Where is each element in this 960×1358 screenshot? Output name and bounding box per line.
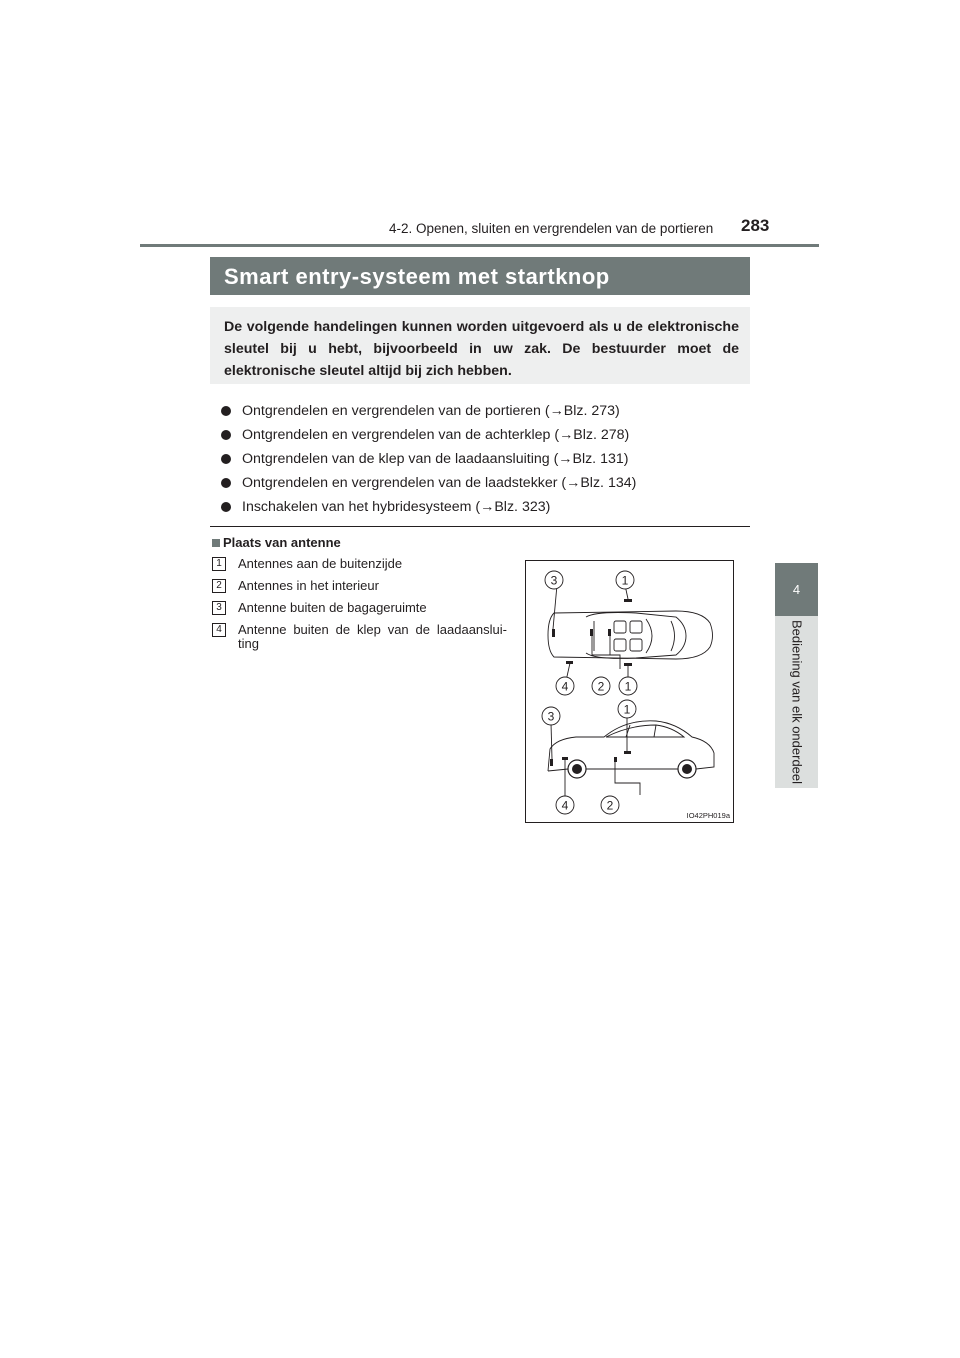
- svg-text:1: 1: [624, 679, 632, 694]
- chapter-tab[interactable]: [775, 563, 818, 616]
- svg-text:3: 3: [550, 573, 558, 588]
- car-top-view: [548, 611, 713, 659]
- callout-1: [618, 700, 636, 718]
- svg-text:4: 4: [561, 679, 569, 694]
- bullet-icon: [221, 454, 231, 464]
- list-item-text: Ontgrendelen en vergrendelen van de portieren (→Blz. 273): [242, 403, 620, 419]
- car-illustration: [526, 561, 733, 822]
- legend-item: [212, 623, 507, 651]
- callout-4: [556, 796, 574, 814]
- svg-text:4: 4: [561, 798, 569, 813]
- bullet-icon: [221, 430, 231, 440]
- legend-item: [212, 601, 507, 615]
- square-bullet-icon: [212, 539, 220, 547]
- list-item-text: Ontgrendelen en vergrendelen van de achterklep (→Blz. 278): [242, 427, 630, 443]
- legend-item: [212, 557, 507, 571]
- list-item: [220, 401, 636, 425]
- chapter-number: 4: [792, 582, 801, 597]
- list-item: [220, 473, 636, 497]
- svg-text:1: 1: [623, 702, 631, 717]
- list-item-text: Inschakelen van het hybridesysteem (→Blz. 323): [242, 499, 551, 515]
- header-rule: [140, 244, 819, 247]
- svg-text:1: 1: [621, 573, 629, 588]
- svg-text:2: 2: [597, 679, 605, 694]
- legend-item: [212, 579, 507, 593]
- legend-number: 3: [212, 601, 226, 615]
- feature-list: [220, 401, 636, 521]
- subsection-title: [212, 535, 341, 550]
- legend-number: 1: [212, 557, 226, 571]
- list-item: [220, 425, 636, 449]
- list-item: [220, 449, 636, 473]
- bullet-icon: [221, 502, 231, 512]
- legend-text: Antenne buiten de klep van de laadaanslui- ting: [238, 622, 507, 651]
- callout-3: [542, 707, 560, 725]
- bullet-icon: [221, 406, 231, 416]
- callout-2: [592, 677, 610, 695]
- list-item-text: Ontgrendelen en vergrendelen van de laadstekker (→Blz. 134): [242, 475, 637, 491]
- chapter-label: Bediening van elk onderdeel: [789, 619, 805, 785]
- section-divider: [210, 526, 750, 527]
- callout-1: [616, 571, 634, 589]
- antenna-diagram: [525, 560, 734, 823]
- intro-box: [210, 307, 750, 384]
- page-number: 283: [741, 216, 770, 235]
- callout-3: [545, 571, 563, 589]
- subsection-title-text: Plaats van antenne: [223, 535, 341, 550]
- list-item: [220, 497, 636, 521]
- bullet-icon: [221, 478, 231, 488]
- legend-number: 4: [212, 623, 226, 637]
- legend-number: 2: [212, 579, 226, 593]
- antenna-legend: [212, 557, 507, 659]
- figure-code: IO42PH019a: [686, 811, 730, 820]
- callout-1: [619, 677, 637, 695]
- legend-text: Antennes in het interieur: [238, 578, 379, 593]
- running-header: 4-2. Openen, sluiten en vergrendelen van de portieren: [389, 221, 714, 236]
- callout-2: [601, 796, 619, 814]
- section-title-bar: [210, 257, 750, 295]
- callout-4: [556, 677, 574, 695]
- page-title: Smart entry-systeem met startknop: [224, 264, 610, 289]
- intro-text: De volgende handelingen kunnen worden uitgevoerd als u de elektronische sleutel bij u hebt, bijvoorbeeld in uw zak. De bestuurder moet de elektronische sleutel altijd bij zich hebben.: [224, 319, 739, 379]
- svg-text:2: 2: [606, 798, 614, 813]
- legend-text: Antennes aan de buitenzijde: [238, 556, 403, 571]
- svg-text:3: 3: [547, 709, 555, 724]
- list-item-text: Ontgrendelen van de klep van de laadaansluiting (→Blz. 131): [242, 451, 629, 467]
- legend-text: Antenne buiten de bagageruimte: [238, 600, 427, 615]
